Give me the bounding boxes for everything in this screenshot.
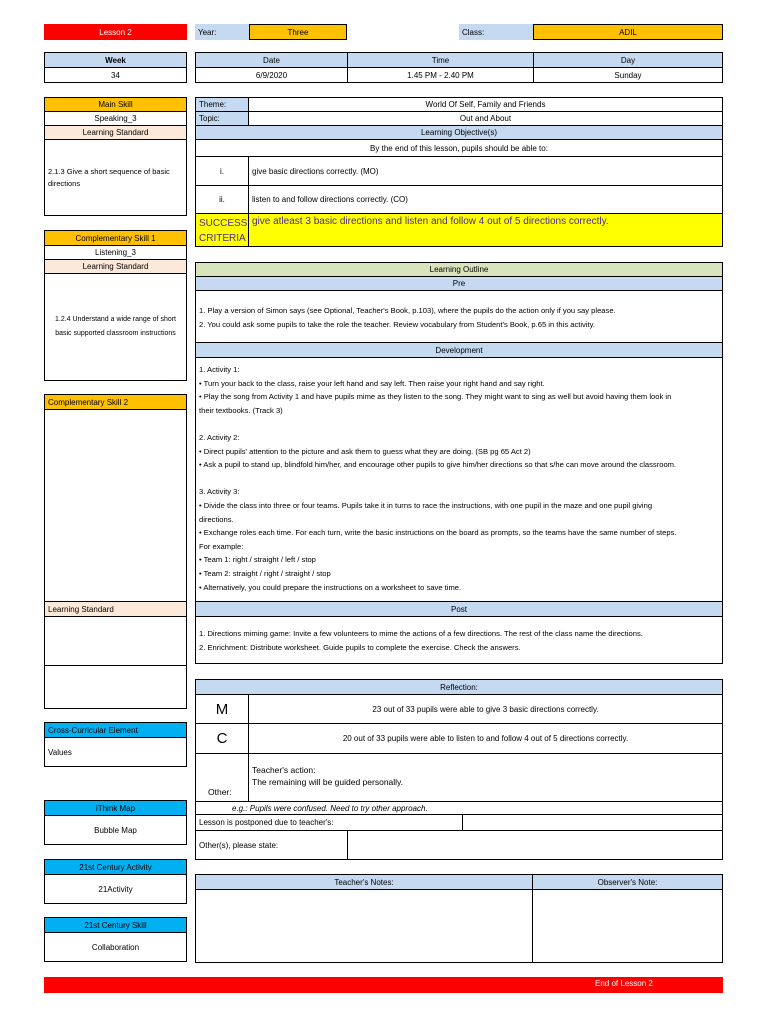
development-content xyxy=(195,357,723,602)
development-line: • Team 1: right / straight / left / stop xyxy=(199,555,316,565)
learning-standard-2: 1.2.4 Understand a wide range of short basic supported classroom instructions xyxy=(44,273,187,381)
development-line: directions. xyxy=(199,514,234,524)
complementary-skill-1-value: Listening_3 xyxy=(44,245,187,260)
development-line: • Direct pupils' attention to the picture and ask them to guess what they are doing. (SB pg 65 Act 2) xyxy=(199,446,531,456)
development-line: • Play the song from Activity 1 and have pupils mime as they listen to the song. They might want to sing as well but avoid having them look in xyxy=(199,392,672,402)
reflection-m-text: 23 out of 33 pupils were able to give 3 basic directions correctly. xyxy=(248,694,723,724)
class-value: ADIL xyxy=(533,24,723,40)
pre-label: Pre xyxy=(195,276,723,291)
development-line: • Divide the class into three or four teams. Pupils take it in turns to race the instructions, with one pupil in the maze and one pupil giving xyxy=(199,500,653,510)
observer-note-area[interactable] xyxy=(532,889,723,963)
end-of-lesson-label: End of Lesson 2 xyxy=(595,979,653,988)
cross-curricular-value: Values xyxy=(44,737,187,767)
reflection-other-label: Other: xyxy=(195,753,249,802)
development-line: 1. Activity 1: xyxy=(199,365,240,374)
pre-line: 1. Play a version of Simon says (see Optional, Teacher's Book, p.103), where the pupils do the action only if you say please. xyxy=(199,306,616,315)
cross-curricular-label: Cross-Curricular Element xyxy=(44,722,187,738)
time-value: 1.45 PM - 2.40 PM xyxy=(347,67,534,83)
development-line: 3. Activity 3: xyxy=(199,487,240,497)
pre-line: 2. You could ask some pupils to take the role the teacher. Review vocabulary from Student's Book, p.65 in this activity. xyxy=(199,319,595,329)
development-line: For example: xyxy=(199,541,244,551)
development-line: • Exchange roles each time. For each turn, write the basic instructions on the board as prompts, so the teams have the same number of steps. xyxy=(199,528,677,538)
ithink-map-value: Bubble Map xyxy=(44,815,187,845)
learning-standard-label-2: Learning Standard xyxy=(44,259,187,274)
century-skill-value: Collaboration xyxy=(44,932,187,962)
learning-standard-3-extra xyxy=(44,665,187,709)
reflection-c-text: 20 out of 33 pupils were able to listen to and follow 4 out of 5 directions correctly. xyxy=(248,723,723,754)
development-line xyxy=(199,472,719,486)
development-line: • Ask a pupil to stand up, blindfold him/her, and encourage other pupils to give him/her directions so that s/he can move around the classroom. xyxy=(199,460,677,470)
theme-label: Theme: xyxy=(195,97,249,112)
observer-note-label: Observer's Note: xyxy=(532,874,723,890)
main-skill-label: Main Skill xyxy=(44,97,187,112)
success-criteria-label-2: CRITERIA xyxy=(199,233,246,244)
teacher-notes-label: Teacher's Notes: xyxy=(195,874,533,890)
learning-standard-3 xyxy=(44,616,187,666)
postponed-value[interactable] xyxy=(462,814,723,831)
theme-value: World Of Self, Family and Friends xyxy=(248,97,723,112)
success-criteria-label xyxy=(195,213,249,247)
date-value: 6/9/2020 xyxy=(195,67,348,83)
date-label: Date xyxy=(195,52,348,68)
development-label: Development xyxy=(195,342,723,358)
topic-label: Topic: xyxy=(195,111,249,126)
learning-standard-label-1: Learning Standard xyxy=(44,125,187,140)
development-line: • Team 2: straight / right / straight / stop xyxy=(199,568,331,578)
main-skill-value: Speaking_3 xyxy=(44,111,187,126)
reflection-m-letter: M xyxy=(195,694,249,724)
objective-1-text: give basic directions correctly. (MO) xyxy=(248,156,723,186)
year-value: Three xyxy=(249,24,347,40)
ithink-map-label: iThink Map xyxy=(44,800,187,816)
development-line: their textbooks. (Track 3) xyxy=(199,405,283,415)
objectives-heading: Learning Objective(s) xyxy=(195,125,723,140)
post-line: 2. Enrichment: Distribute worksheet. Guide pupils to complete the exercise. Check the answers. xyxy=(199,642,521,652)
century-skill-label: 21st Century Skill xyxy=(44,917,187,933)
objective-2-number: ii. xyxy=(195,185,249,214)
week-label: Week xyxy=(44,52,187,68)
complementary-skill-2-label: Complementary Skill 2 xyxy=(44,394,187,410)
reflection-other-content xyxy=(248,753,723,802)
postponed-label: Lesson is postponed due to teacher's: xyxy=(195,814,463,831)
complementary-skill-2-value xyxy=(44,409,187,602)
development-line: • Turn your back to the class, raise your left hand and say left. Then raise your right hand and say right. xyxy=(199,378,545,388)
others-value[interactable] xyxy=(347,830,723,860)
day-value: Sunday xyxy=(533,67,723,83)
reflection-c-letter: C xyxy=(195,723,249,754)
objective-2-text: listen to and follow directions correctly. (CO) xyxy=(248,185,723,214)
objective-1-number: i. xyxy=(195,156,249,186)
reflection-other-line-1: Teacher's action: xyxy=(252,765,316,775)
teacher-notes-area[interactable] xyxy=(195,889,533,963)
learning-standard-1: 2.1.3 Give a short sequence of basic directions xyxy=(44,139,187,216)
century-activity-value: 21Activity xyxy=(44,874,187,904)
reflection-other-line-2: The remaining will be guided personally. xyxy=(252,777,404,787)
learning-outline-heading: Learning Outline xyxy=(195,262,723,277)
lesson-label xyxy=(44,24,187,40)
post-content xyxy=(195,616,723,664)
success-criteria-label-1: SUCCESS xyxy=(199,218,248,229)
day-label: Day xyxy=(533,52,723,68)
others-label: Other(s), please state: xyxy=(195,830,348,860)
century-activity-label: 21st Century Activity xyxy=(44,859,187,875)
lesson-label-text: Lesson 2 xyxy=(99,27,132,37)
topic-value: Out and About xyxy=(248,111,723,126)
development-line xyxy=(199,417,719,431)
reflection-heading: Reflection: xyxy=(195,679,723,695)
time-label: Time xyxy=(347,52,534,68)
post-label: Post xyxy=(195,601,723,617)
success-criteria-text: give atleast 3 basic directions and listen and follow 4 out of 5 directions correctly. xyxy=(248,213,723,247)
post-line: 1. Directions miming game: Invite a few volunteers to mime the actions of a few directions. The rest of the class name the directions. xyxy=(199,629,643,638)
complementary-skill-1-label: Complementary Skill 1 xyxy=(44,230,187,246)
learning-standard-label-3: Learning Standard xyxy=(44,601,187,617)
development-line: • Alternatively, you could prepare the instructions on a worksheet to save time. xyxy=(199,582,462,592)
pre-content xyxy=(195,290,723,343)
footer-bar xyxy=(44,977,723,993)
reflection-example-note: e.g.: Pupils were confused. Need to try other approach. xyxy=(195,801,723,815)
week-value: 34 xyxy=(44,67,187,83)
year-label: Year: xyxy=(195,24,249,40)
objectives-intro: By the end of this lesson, pupils should be able to: xyxy=(195,139,723,157)
development-line: 2. Activity 2: xyxy=(199,432,240,442)
class-label: Class: xyxy=(459,24,533,40)
